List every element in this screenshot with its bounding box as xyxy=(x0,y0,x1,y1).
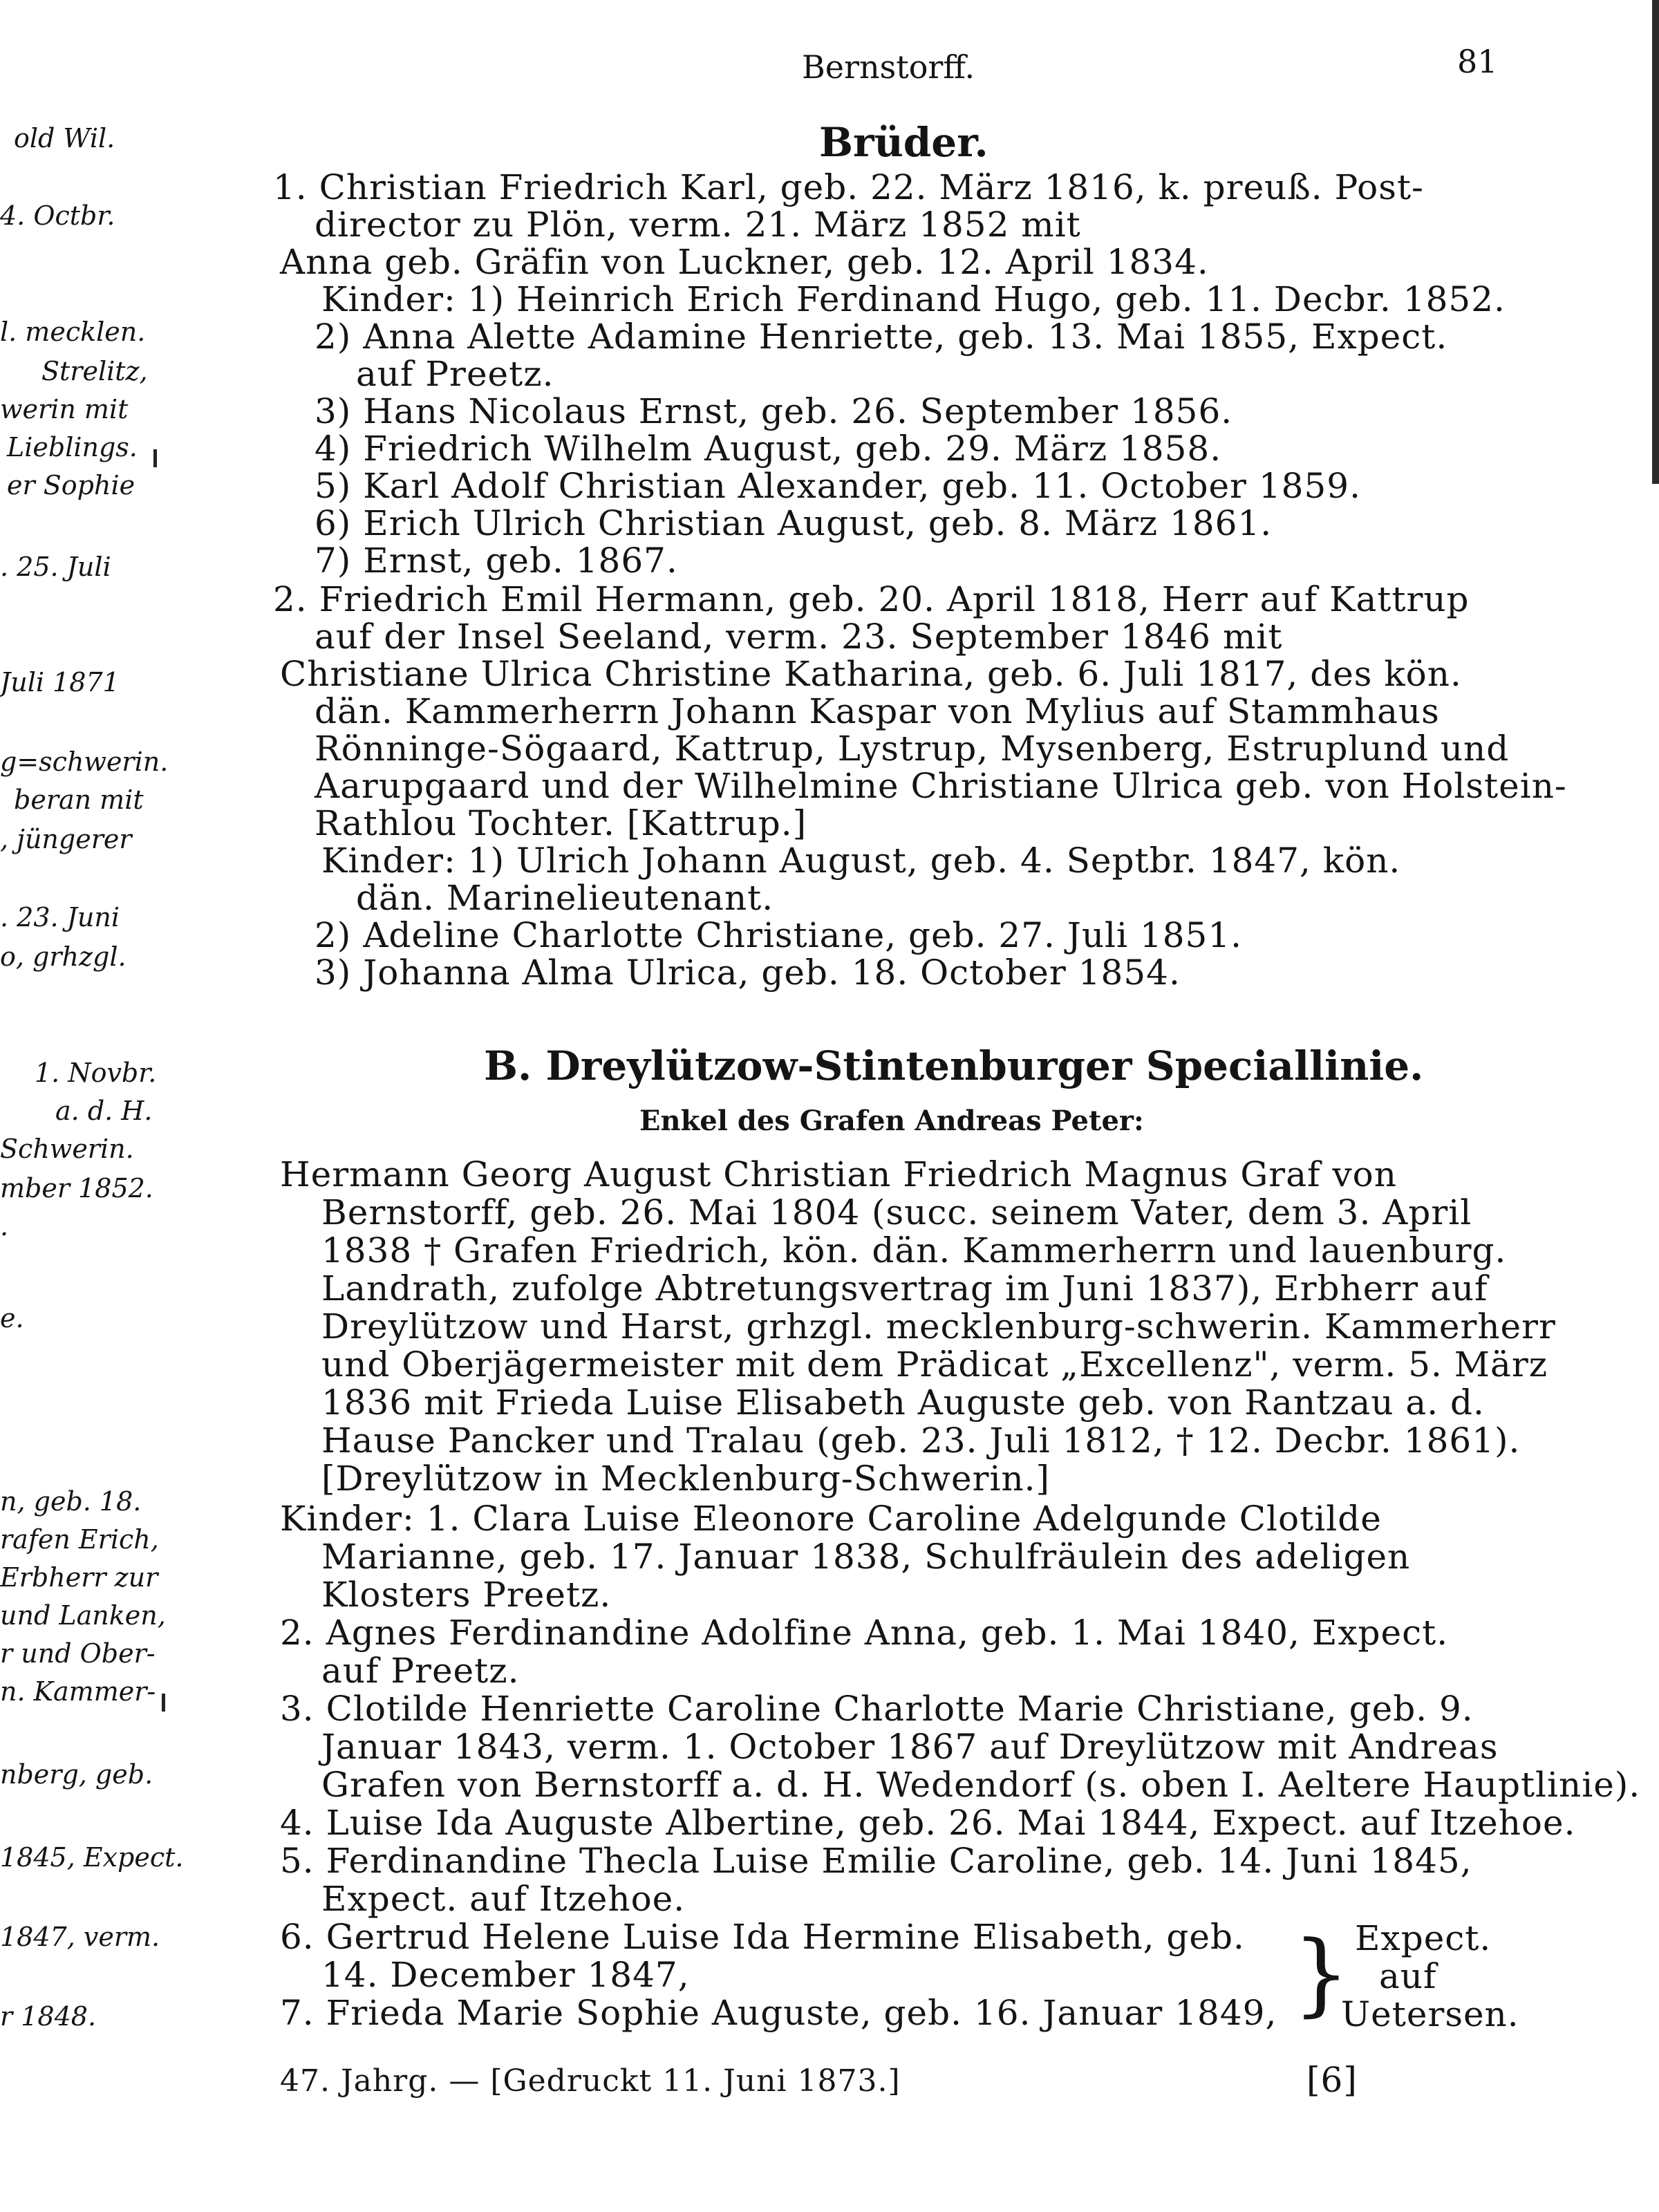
margin-fragment: Juli 1871 xyxy=(0,667,120,697)
entry-line: 7. Frieda Marie Sophie Auguste, geb. 16. Januar 1849, xyxy=(280,1993,1277,2033)
margin-fragment: 1845, Expect. xyxy=(0,1842,184,1873)
margin-fragment: l. mecklen. xyxy=(0,317,146,347)
entry-line: 6) Erich Ulrich Christian August, geb. 8. März 1861. xyxy=(315,503,1273,543)
margin-fragment: Erbherr zur xyxy=(0,1562,158,1593)
entry-line: 3) Johanna Alma Ulrica, geb. 18. October 1854. xyxy=(315,953,1181,993)
margin-fragment: n. Kammer- xyxy=(0,1676,156,1707)
section-subheading: Enkel des Grafen Andreas Peter: xyxy=(639,1105,1144,1137)
entry-line: 2) Anna Alette Adamine Henriette, geb. 13. Mai 1855, Expect. xyxy=(315,317,1448,357)
entry-line: 2) Adeline Charlotte Christiane, geb. 27. Juli 1851. xyxy=(315,915,1243,955)
entry-line: 6. Gertrud Helene Luise Ida Hermine Elisabeth, geb. xyxy=(280,1917,1245,1957)
side-note-line: Expect. xyxy=(1355,1918,1492,1958)
entry-line: Kinder: 1) Ulrich Johann August, geb. 4. Septbr. 1847, kön. xyxy=(321,841,1401,881)
entry-line: Christiane Ulrica Christine Katharina, geb. 6. Juli 1817, des kön. xyxy=(280,654,1462,694)
section-heading: Brüder. xyxy=(819,119,988,166)
entry-line: dän. Kammerherrn Johann Kaspar von Mylius auf Stammhaus xyxy=(315,691,1440,731)
entry-line: auf der Insel Seeland, verm. 23. September 1846 mit xyxy=(315,617,1283,657)
margin-fragment: 1. Novbr. xyxy=(35,1058,157,1088)
margin-fragment: beran mit xyxy=(14,785,144,815)
margin-fragment: 1847, verm. xyxy=(0,1922,160,1952)
page-number: 81 xyxy=(1457,43,1498,80)
entry-line: 7) Ernst, geb. 1867. xyxy=(315,541,678,581)
entry-line: 14. December 1847, xyxy=(321,1955,690,1995)
grouping-brace: } xyxy=(1293,1921,1350,2026)
entry-line: Hause Pancker und Tralau (geb. 23. Juli 1812, † 12. Decbr. 1861). xyxy=(321,1421,1521,1461)
entry-line: Grafen von Bernstorff a. d. H. Wedendorf (s. oben I. Aeltere Hauptlinie). xyxy=(321,1765,1641,1805)
footer-imprint: 47. Jahrg. — [Gedruckt 11. Juni 1873.] xyxy=(280,2063,901,2099)
entry-line: [Dreylützow in Mecklenburg-Schwerin.] xyxy=(321,1459,1051,1499)
margin-fragment: 4. Octbr. xyxy=(0,200,115,231)
margin-fragment: . xyxy=(0,1211,9,1241)
running-header-title: Bernstorff. xyxy=(802,48,975,86)
margin-fragment: . 25. Juli xyxy=(0,552,111,582)
margin-tick-mark xyxy=(162,1694,165,1712)
entry-line: 5) Karl Adolf Christian Alexander, geb. 11. October 1859. xyxy=(315,466,1361,506)
side-note-line: auf xyxy=(1379,1956,1437,1996)
entry-line: Anna geb. Gräfin von Luckner, geb. 12. April 1834. xyxy=(280,242,1209,282)
scan-edge-stripe xyxy=(1652,0,1659,484)
entry-line: Kinder: 1. Clara Luise Eleonore Caroline Adelgunde Clotilde xyxy=(280,1499,1382,1539)
entry-line: 1. Christian Friedrich Karl, geb. 22. März 1816, k. preuß. Post- xyxy=(273,167,1424,207)
margin-fragment: r und Ober- xyxy=(0,1638,156,1669)
entry-line: 2. Agnes Ferdinandine Adolfine Anna, geb. 1. Mai 1840, Expect. xyxy=(280,1613,1449,1653)
entry-line: Bernstorff, geb. 26. Mai 1804 (succ. seinem Vater, dem 3. April xyxy=(321,1192,1472,1232)
entry-line: dän. Marinelieutenant. xyxy=(356,878,774,918)
entry-line: Klosters Preetz. xyxy=(321,1575,612,1615)
margin-fragment: , jüngerer xyxy=(0,824,132,854)
margin-fragment: nberg, geb. xyxy=(0,1759,153,1790)
entry-line: 5. Ferdinandine Thecla Luise Emilie Caroline, geb. 14. Juni 1845, xyxy=(280,1841,1472,1881)
entry-line: Dreylützow und Harst, grhzgl. mecklenburg-schwerin. Kammerherr xyxy=(321,1306,1556,1347)
margin-fragment: er Sophie xyxy=(7,470,135,500)
margin-fragment: old Wil. xyxy=(14,123,115,153)
margin-fragment: a. d. H. xyxy=(55,1096,153,1126)
entry-line: Kinder: 1) Heinrich Erich Ferdinand Hugo, geb. 11. Decbr. 1852. xyxy=(321,279,1506,319)
margin-fragment: n, geb. 18. xyxy=(0,1486,142,1517)
side-note-line: Uetersen. xyxy=(1341,1994,1519,2034)
entry-line: 4. Luise Ida Auguste Albertine, geb. 26. Mai 1844, Expect. auf Itzehoe. xyxy=(280,1803,1576,1843)
entry-line: Expect. auf Itzehoe. xyxy=(321,1879,686,1919)
entry-line: Januar 1843, verm. 1. October 1867 auf Dreylützow mit Andreas xyxy=(321,1727,1499,1767)
margin-fragment: und Lanken, xyxy=(0,1600,166,1631)
entry-line: Rathlou Tochter. [Kattrup.] xyxy=(315,803,807,843)
entry-line: director zu Plön, verm. 21. März 1852 mit xyxy=(315,205,1081,245)
margin-fragment: Schwerin. xyxy=(0,1134,134,1164)
margin-fragment: Strelitz, xyxy=(41,356,148,386)
entry-line: auf Preetz. xyxy=(321,1651,520,1691)
entry-line: und Oberjägermeister mit dem Prädicat „Excellenz", verm. 5. März xyxy=(321,1344,1548,1385)
entry-line: 3. Clotilde Henriette Caroline Charlotte Marie Christiane, geb. 9. xyxy=(280,1689,1474,1729)
entry-line: Marianne, geb. 17. Januar 1838, Schulfräulein des adeligen xyxy=(321,1537,1411,1577)
entry-line: Aarupgaard und der Wilhelmine Christiane Ulrica geb. von Holstein- xyxy=(315,766,1567,806)
entry-line: Hermann Georg August Christian Friedrich Magnus Graf von xyxy=(280,1154,1397,1194)
margin-fragment: rafen Erich, xyxy=(0,1524,159,1555)
margin-tick-mark xyxy=(153,449,157,467)
entry-line: 3) Hans Nicolaus Ernst, geb. 26. September 1856. xyxy=(315,391,1233,431)
entry-line: Landrath, zufolge Abtretungsvertrag im Juni 1837), Erbherr auf xyxy=(321,1268,1488,1309)
entry-line: 4) Friedrich Wilhelm August, geb. 29. März 1858. xyxy=(315,429,1222,469)
margin-fragment: werin mit xyxy=(0,394,129,424)
margin-fragment: mber 1852. xyxy=(0,1173,153,1203)
margin-fragment: r 1848. xyxy=(0,2001,97,2032)
entry-line: auf Preetz. xyxy=(356,354,554,394)
entry-line: 2. Friedrich Emil Hermann, geb. 20. April 1818, Herr auf Kattrup xyxy=(273,579,1470,619)
entry-line: 1838 † Grafen Friedrich, kön. dän. Kammerherrn und lauenburg. xyxy=(321,1230,1507,1271)
entry-line: 1836 mit Frieda Luise Elisabeth Auguste geb. von Rantzau a. d. xyxy=(321,1382,1485,1423)
entry-line: Rönninge-Sögaard, Kattrup, Lystrup, Mysenberg, Estruplund und xyxy=(315,729,1510,769)
margin-fragment: Lieblings. xyxy=(7,432,138,462)
margin-fragment: . 23. Juni xyxy=(0,902,120,932)
margin-fragment: o, grhzgl. xyxy=(0,941,126,972)
margin-fragment: g=schwerin. xyxy=(0,747,169,777)
margin-fragment: e. xyxy=(0,1303,24,1333)
signature-mark: [6] xyxy=(1306,2060,1358,2100)
section-heading: B. Dreylützow-Stintenburger Speciallinie. xyxy=(484,1042,1424,1089)
